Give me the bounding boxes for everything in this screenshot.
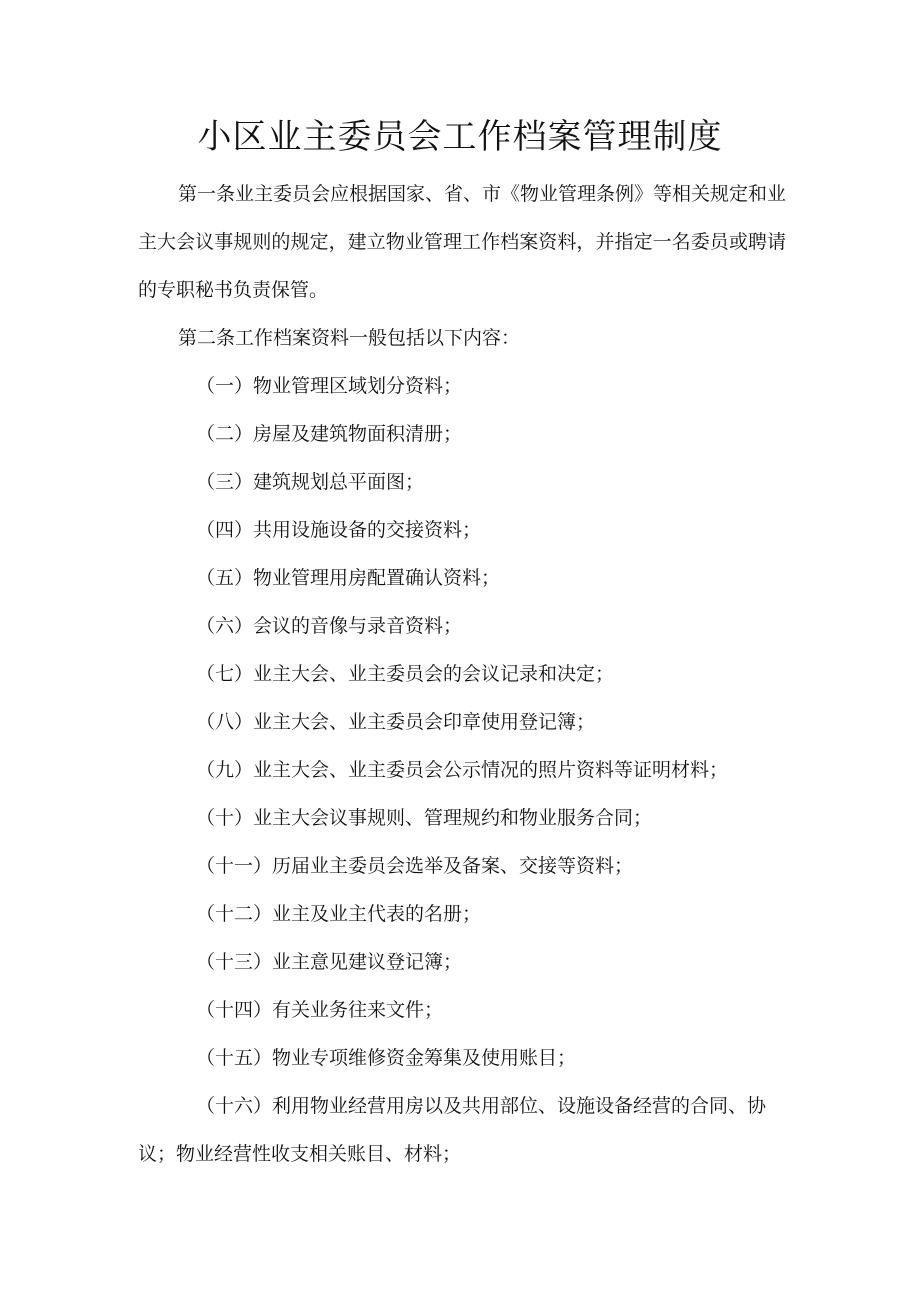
list-item: （三）建筑规划总平面图；	[196, 471, 425, 493]
list-item: （六）会议的音像与录音资料；	[196, 615, 463, 637]
list-item: （十一）历届业主委员会选举及备案、交接等资料；	[196, 855, 634, 877]
list-item: （五）物业管理用房配置确认资料；	[196, 567, 501, 589]
list-item: （十二）业主及业主代表的名册；	[196, 903, 482, 925]
list-item: （十三）业主意见建议登记簿；	[196, 951, 463, 973]
list-item: （二）房屋及建筑物面积清册；	[196, 423, 463, 445]
list-item: （一）物业管理区域划分资料；	[196, 375, 463, 397]
list-item: （八）业主大会、业主委员会印章使用登记簿；	[196, 711, 596, 733]
list-item: （十五）物业专项维修资金筹集及使用账目；	[196, 1047, 577, 1069]
article-1-paragraph: 第一条业主委员会应根据国家、省、市《物业管理条例》等相关规定和业主大会议事规则的规定，建立物业管理工作档案资料，并指定一名委员或聘请的专职秘书负责保管。	[138, 183, 787, 301]
list-item: （十）业主大会议事规则、管理规约和物业服务合同；	[196, 807, 653, 829]
list-item: （九）业主大会、业主委员会公示情况的照片资料等证明材料；	[196, 759, 729, 781]
list-item: （七）业主大会、业主委员会的会议记录和决定；	[196, 663, 615, 685]
list-item: （十四）有关业务往来文件；	[196, 999, 444, 1021]
article-2-intro: 第二条工作档案资料一般包括以下内容：	[178, 327, 521, 349]
document-title: 小区业主委员会工作档案管理制度	[197, 117, 723, 157]
list-item: （四）共用设施设备的交接资料；	[196, 519, 482, 541]
list-item: （十六）利用物业经营用房以及共用部位、设施设备经营的合同、协议；物业经营性收支相关账目、材料；	[138, 1095, 767, 1165]
